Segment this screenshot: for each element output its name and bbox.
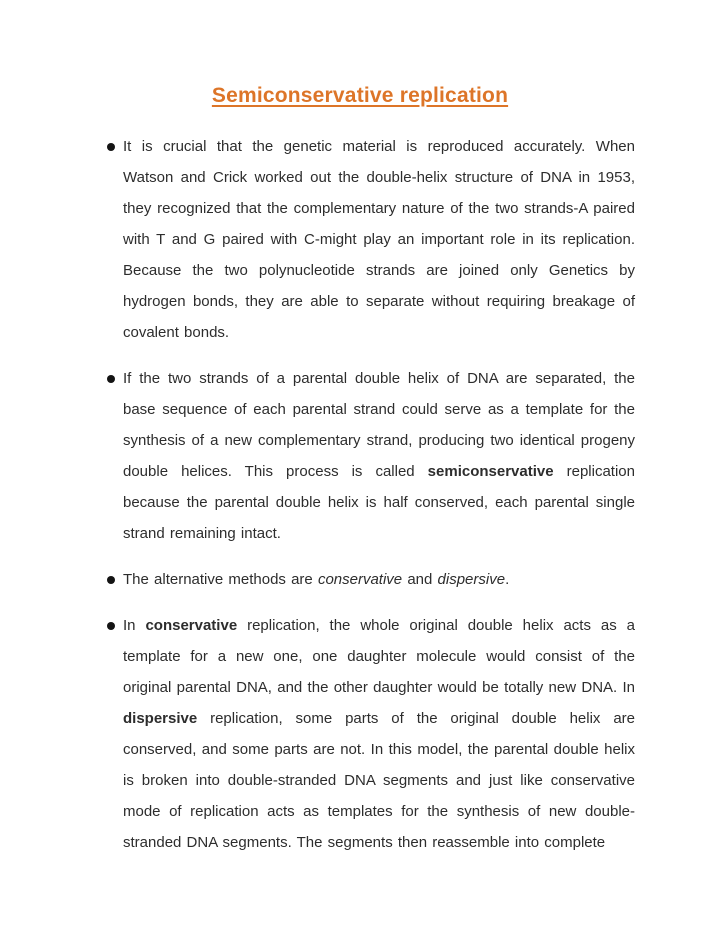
text-run-italic: conservative bbox=[317, 571, 403, 588]
bullet-icon bbox=[107, 576, 115, 584]
text-run: . bbox=[505, 571, 510, 588]
bullet-item-3 bbox=[107, 564, 635, 595]
text-run-bold: semiconservative bbox=[427, 463, 554, 480]
text-run-bold: conservative bbox=[145, 617, 238, 634]
paragraph-text bbox=[123, 617, 635, 851]
text-run: If the two strands of a parental double helix of DNA are separated, the base sequence of each parental strand could serve as a template for the synthesis of a new complementary strand, producing two identical progeny double helices. This process is called bbox=[123, 370, 635, 480]
text-run-italic: dispersive bbox=[437, 571, 506, 588]
text-run-bold: dispersive bbox=[123, 710, 198, 727]
bullet-item-2 bbox=[107, 363, 635, 549]
paragraph-text bbox=[123, 370, 635, 542]
paragraph-text bbox=[123, 138, 635, 341]
text-run: replication because the parental double helix is half conserved, each parental single strand remaining intact. bbox=[123, 463, 635, 542]
bullet-list bbox=[107, 131, 635, 858]
text-run: The alternative methods are bbox=[123, 571, 318, 588]
bullet-item-4 bbox=[107, 610, 635, 858]
text-run: replication, some parts of the original double helix are conserved, and some parts are not. In this model, the parental double helix is broken into double-stranded DNA segments and just like conservative mode of replication acts as templates for the synthesis of new double-stranded DNA segments. The segments then reassemble into complete bbox=[123, 710, 635, 851]
text-run: and bbox=[402, 571, 438, 588]
text-run: In bbox=[123, 617, 146, 634]
page-title: Semiconservative replication bbox=[211, 84, 509, 107]
bullet-item-1 bbox=[107, 131, 635, 348]
paragraph-text bbox=[123, 571, 509, 588]
bullet-icon bbox=[107, 143, 115, 151]
text-run: replication, the whole original double helix acts as a template for a new one, one daughter molecule would consist of the original parental DNA, and the other daughter would be totally new DNA. In bbox=[123, 617, 635, 696]
bullet-icon bbox=[107, 375, 115, 383]
text-run: It is crucial that the genetic material is reproduced accurately. When Watson and Crick worked out the double-helix structure of DNA in 1953, they recognized that the complementary nature of the two strands-A paired with T and G paired with C-might play an important role in its replication. Because the two polynucleotide strands are joined only Genetics by hydrogen bonds, they are able to separate without requiring breakage of covalent bonds. bbox=[123, 138, 635, 341]
bullet-icon bbox=[107, 622, 115, 630]
